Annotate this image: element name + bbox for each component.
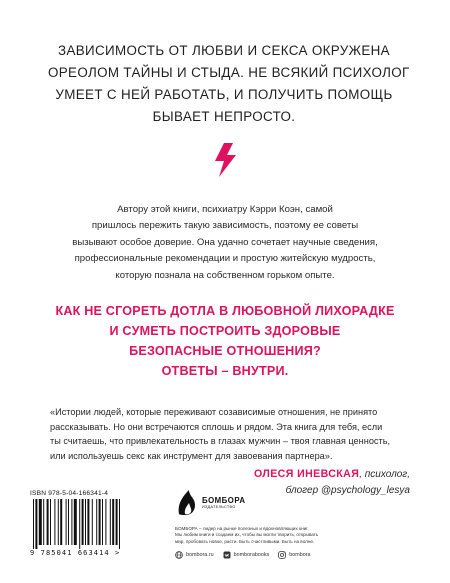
intro-text — [48, 40, 410, 128]
barcode-bar — [82, 499, 84, 545]
barcode-bar — [68, 499, 69, 545]
intro-line: БЫВАЕТ НЕПРОСТО. — [152, 109, 296, 124]
barcode-bar — [74, 499, 77, 545]
isbn-text: ISBN 978-5-04-166341-4 — [30, 490, 109, 497]
publisher-socials — [175, 551, 311, 559]
barcode-bar — [60, 499, 62, 545]
publisher-desc-line: Мы любим книги и создаем их, чтобы вы могли творить, открывать — [175, 532, 319, 538]
barcode-bar — [50, 499, 51, 545]
barcode-bar — [112, 499, 114, 545]
barcode-bar — [110, 499, 111, 545]
review-quote — [50, 405, 402, 463]
social-link-vk[interactable] — [223, 551, 270, 559]
barcode-bar — [33, 499, 34, 549]
social-label: bomborabooks — [233, 552, 270, 558]
lightning-bolt-icon — [215, 143, 237, 177]
social-link-site[interactable] — [175, 551, 214, 559]
intro-line: ЗАВИСИМОСТЬ ОТ ЛЮБВИ И СЕКСА ОКРУЖЕНА — [58, 43, 390, 58]
publisher-name: БОМБОРА — [202, 496, 246, 505]
social-label: bombora.ru — [186, 552, 214, 558]
author-line: профессиональные рекомендации и простую житейскую мудрость, — [74, 253, 376, 265]
question-line: ОТВЕТЫ – ВНУТРИ. — [161, 364, 289, 378]
intro-line: УМЕЕТ С НЕЙ РАБОТАТЬ, И ПОЛУЧИТЬ ПОМОЩЬ — [55, 87, 393, 102]
question-line: И СУМЕТЬ ПОСТРОИТЬ ЗДОРОВЫЕ — [109, 324, 341, 338]
vk-icon — [223, 551, 231, 559]
social-link-instagram[interactable] — [278, 551, 310, 559]
barcode-bar — [35, 499, 37, 549]
barcode-bar — [99, 499, 101, 545]
publisher-subtitle: ИЗДАТЕЛЬСТВО — [202, 505, 236, 509]
author-line: Автору этой книги, психиатру Кэрри Коэн, самой — [117, 204, 333, 215]
highlight-question — [40, 301, 410, 381]
barcode-bar — [39, 499, 42, 545]
question-line: БЕЗОПАСНЫЕ ОТНОШЕНИЯ? — [129, 344, 321, 358]
barcode-bar — [71, 499, 72, 545]
review-line: «Истории людей, которые переживают созависимые отношения, не принято — [50, 407, 378, 417]
review-line: или используешь секс как инструмент для завоевания партнера». — [50, 450, 333, 461]
barcode-bar — [87, 499, 89, 545]
barcode-bar — [43, 499, 44, 545]
instagram-icon — [278, 551, 286, 559]
question-line: КАК НЕ СГОРЕТЬ ДОТЛА В ЛЮБОВНОЙ ЛИХОРАДКЕ — [55, 304, 395, 318]
barcode-bar — [102, 499, 103, 545]
barcode-bar — [92, 499, 93, 545]
barcode-bar — [66, 499, 67, 545]
publisher-desc-line: БОМБОРА – лидер на рынке полезных и вдохновляющих книг. — [175, 526, 309, 531]
reviewer-name: ОЛЕСЯ ИНЕВСКАЯ — [253, 468, 360, 480]
barcode-bar — [58, 499, 59, 545]
reviewer-role: , психолог, — [359, 469, 410, 480]
barcode-bar — [105, 499, 106, 545]
barcode-bar — [119, 499, 120, 549]
publisher-description — [175, 526, 415, 545]
barcode-block — [30, 490, 158, 564]
author-description — [50, 202, 400, 284]
author-line: которую познала на собственном горьком опыте. — [115, 269, 335, 281]
reviewer-blog: блогер @psychology_lesya — [285, 485, 410, 496]
barcode-bar — [54, 499, 55, 545]
barcode-number: 9 785041 663414 > — [30, 549, 121, 557]
barcode-bar — [85, 499, 86, 545]
barcode-bar — [47, 499, 49, 545]
reviewer-credit — [254, 466, 410, 499]
social-label: bombora — [289, 552, 311, 558]
intro-line: ОРЕОЛОМ ТАЙНЫ И СТЫДА. НЕ ВСЯКИЙ ПСИХОЛОГ — [48, 65, 410, 80]
barcode — [30, 499, 150, 549]
barcode-bar — [79, 499, 80, 549]
review-line: рассказывать. Но они встречаются сплошь и рядом. Эта книга для тебя, если — [50, 421, 383, 432]
author-line: вызывают особое доверие. Она удачно сочетает научные сведения, — [72, 236, 378, 248]
barcode-bar — [96, 499, 97, 545]
review-line: ты считаешь, что привлекательность в глазах мужчин – твоя главная ценность, — [50, 436, 391, 447]
barcode-bar — [116, 499, 118, 545]
globe-icon — [175, 551, 183, 559]
author-line: пришлось пережить такую зависимость, поэтому ее советы — [91, 220, 359, 232]
publisher-desc-line: мир, пробовать новое, расти. Быть счастливыми. Быть на волне. — [175, 538, 315, 544]
